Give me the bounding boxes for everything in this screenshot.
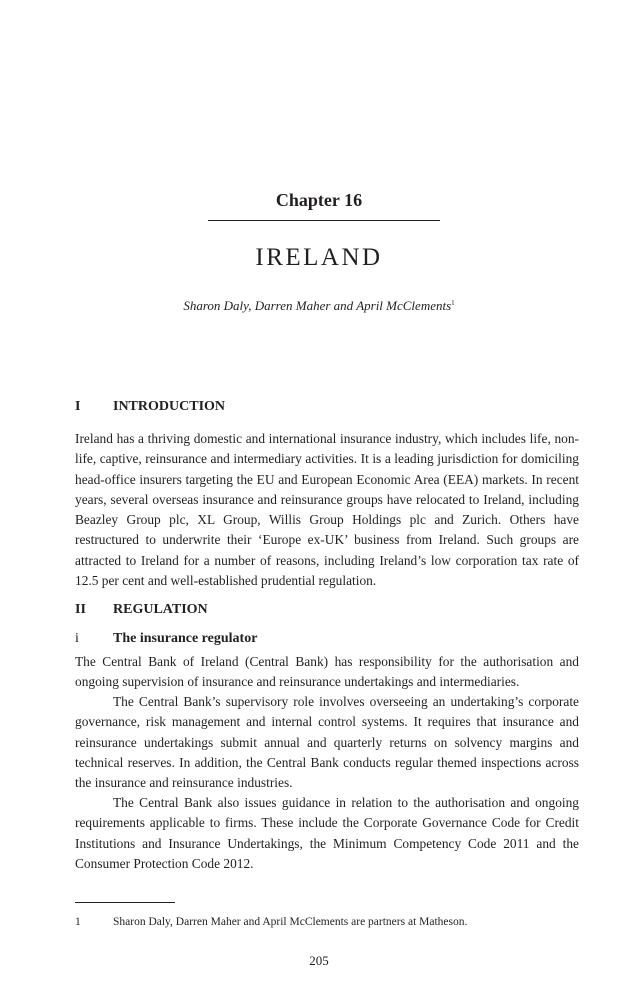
- chapter-label: Chapter 16: [275, 190, 363, 210]
- footnote-text: Sharon Daly, Darren Maher and April McClements are partners at Matheson.: [113, 916, 468, 928]
- section-number: II: [75, 602, 86, 617]
- regulation-paragraph-3: The Central Bank also issues guidance in relation to the authorisation and ongoing requirements applicable to firms. These include the Corporate Governance Code for Credit Institutions and Insurance Undertakings, the Minimum Competency Code 2011 and the Consumer Protection Code 2012.: [75, 795, 579, 871]
- subsection-heading-insurance-regulator: [75, 630, 257, 648]
- section-heading-regulation: [75, 601, 208, 619]
- chapter-authors: [0, 294, 638, 315]
- chapter-title-rule: [208, 220, 440, 221]
- footnote-number: 1: [75, 916, 81, 928]
- footnote-reference[interactable]: 1: [451, 299, 455, 307]
- section-heading-introduction: [75, 398, 225, 416]
- authors-text: Sharon Daly, Darren Maher and April McClements: [183, 298, 452, 313]
- section-title: REGULATION: [113, 602, 208, 617]
- footnote: [75, 914, 579, 930]
- page-number: 205: [309, 953, 329, 968]
- subsection-number: i: [75, 631, 79, 646]
- chapter-title: IRELAND: [255, 244, 383, 271]
- intro-paragraph: Ireland has a thriving domestic and international insurance industry, which includes life, non-life, captive, reinsurance and intermediary activities. It is a leading jurisdiction for domiciling head-office insurers targeting the EU and European Economic Area (EEA) markets. In recent years, several overseas insurance and reinsurance groups have relocated to Ireland, including Beazley Group plc, XL Group, Willis Group Holdings plc and Zurich. Others have restructured to underwrite their ‘Europe ex-UK’ business from Ireland. Such groups are attracted to Ireland for a number of reasons, including Ireland’s low corporation tax rate of 12.5 per cent and well-established prudential regulation.: [75, 431, 579, 589]
- regulation-paragraph-2: The Central Bank’s supervisory role involves overseeing an undertaking’s corporate governance, risk management and internal control systems. It requires that insurance and reinsurance undertakings submit annual and quarterly returns on solvency margins and technical reserves. In addition, the Central Bank conducts regular themed inspections across the insurance and reinsurance industries.: [75, 694, 579, 791]
- regulation-paragraph-1: The Central Bank of Ireland (Central Bank) has responsibility for the authorisation and ongoing supervision of insurance and reinsurance undertakings and intermediaries.: [75, 654, 579, 690]
- subsection-title: The insurance regulator: [113, 631, 258, 646]
- section-number: I: [75, 399, 81, 414]
- footnote-separator: [75, 902, 175, 903]
- section-title: INTRODUCTION: [113, 399, 226, 414]
